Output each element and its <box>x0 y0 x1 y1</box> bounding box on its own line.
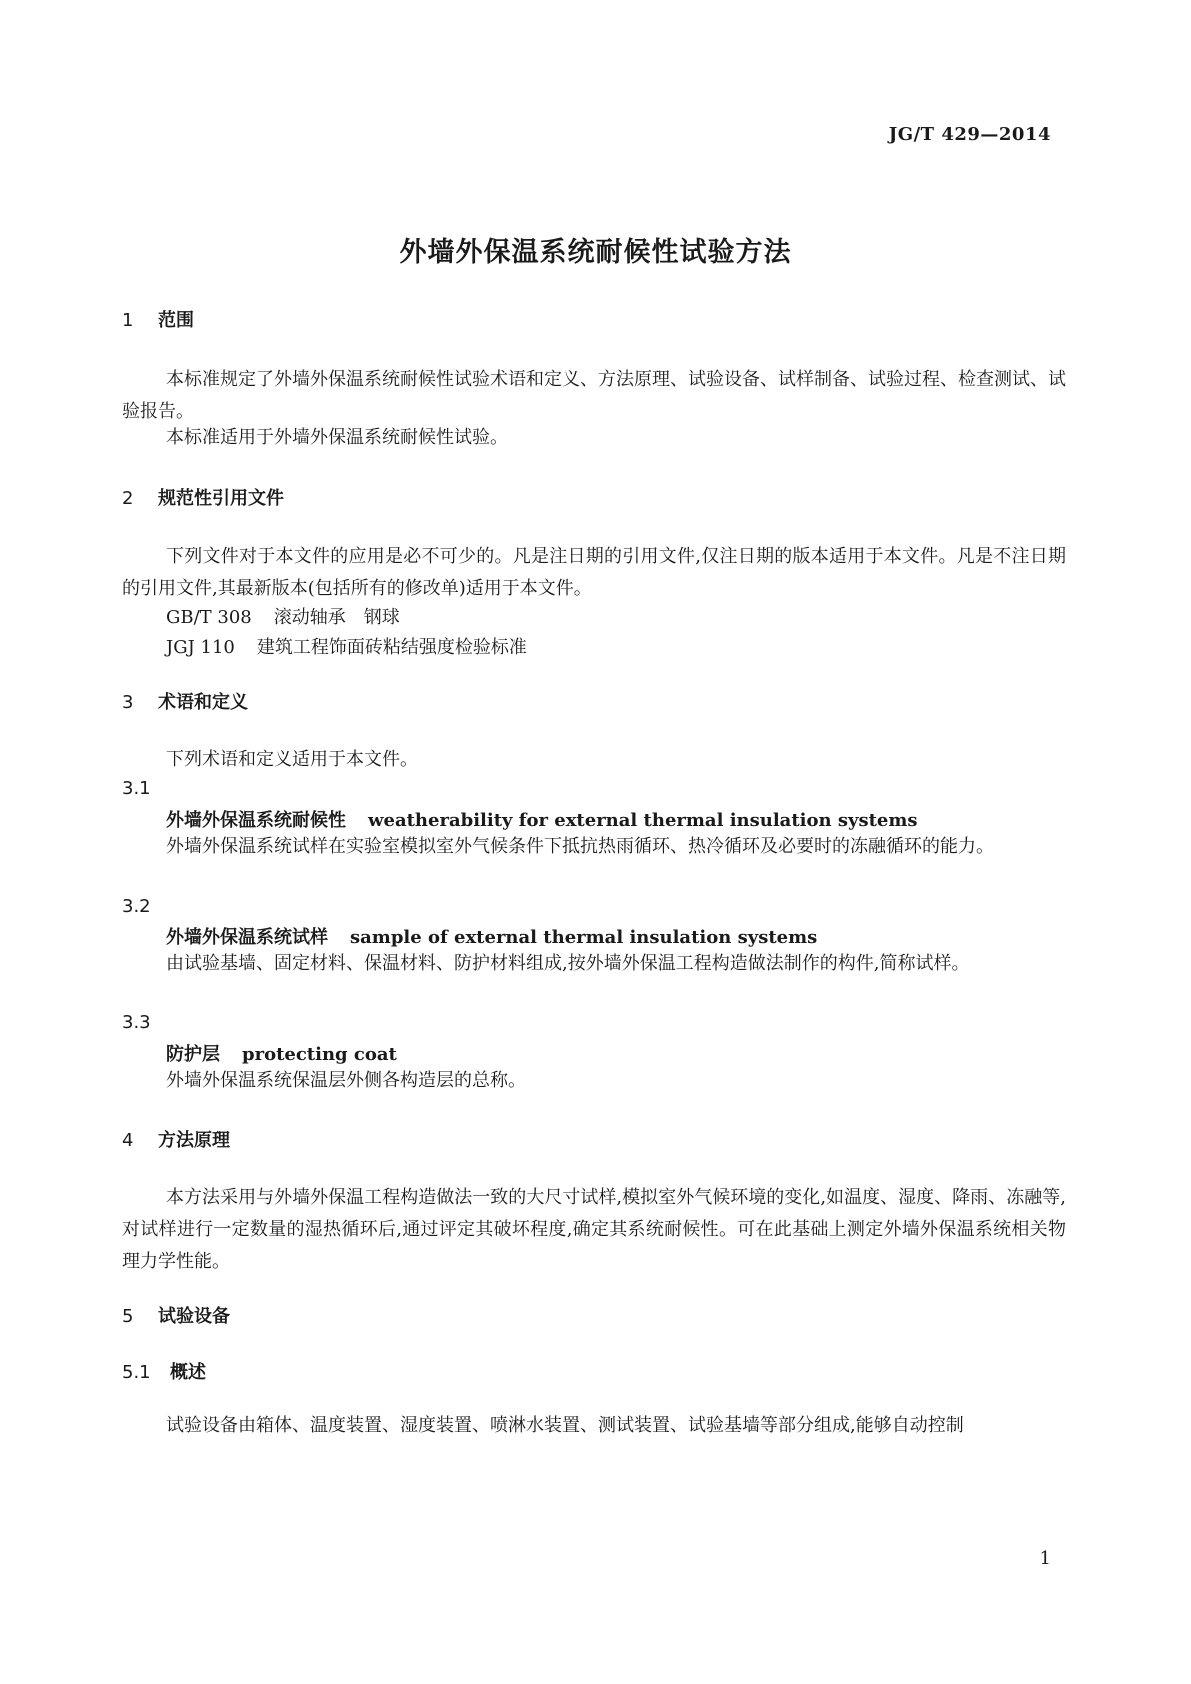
term-definition: 由试验基墙、固定材料、保温材料、防护材料组成,按外墙外保温工程构造做法制作的构件,简称试样。 <box>166 953 970 974</box>
term-en: protecting coat <box>242 1044 397 1065</box>
standard-code: JG/T 429—2014 <box>888 124 1051 145</box>
section-2-paragraph-1: 下列文件对于本文件的应用是必不可少的。凡是注日期的引用文件,仅注日期的版本适用于本文件。凡是不注日期的引用文件,其最新版本(包括所有的修改单)适用于本文件。 <box>122 546 1066 599</box>
section-number: 1 <box>122 310 134 331</box>
reference-title: 建筑工程饰面砖粘结强度检验标准 <box>256 637 527 658</box>
reference-code: JGJ 110 <box>166 637 235 658</box>
section-3-paragraph-1: 下列术语和定义适用于本文件。 <box>166 749 418 770</box>
subsection-5-1-heading <box>122 1358 206 1384</box>
term-number: 3.1 <box>122 778 151 799</box>
section-title: 规范性引用文件 <box>158 488 284 509</box>
section-4-paragraph-1: 本方法采用与外墙外保温工程构造做法一致的大尺寸试样,模拟室外气候环境的变化,如温度、湿度、降雨、冻融等,对试样进行一定数量的湿热循环后,通过评定其破坏程度,确定其系统耐候性。可在此基础上测定外墙外保温系统相关物理力学性能。 <box>122 1187 1066 1272</box>
section-number: 5 <box>122 1306 134 1327</box>
page-number: 1 <box>1039 1548 1051 1569</box>
section-number: 2 <box>122 488 134 509</box>
section-title: 范围 <box>158 310 194 331</box>
subsection-title: 概述 <box>170 1362 206 1383</box>
term-zh: 外墙外保温系统耐候性 <box>166 810 346 831</box>
section-number: 3 <box>122 692 134 713</box>
term-en: sample of external thermal insulation systems <box>350 927 818 948</box>
document-title: 外墙外保温系统耐候性试验方法 <box>399 237 792 268</box>
section-number: 4 <box>122 1130 134 1151</box>
normative-reference <box>166 603 400 629</box>
section-title: 方法原理 <box>158 1130 230 1151</box>
term-definition: 外墙外保温系统保温层外侧各构造层的总称。 <box>166 1070 526 1091</box>
term-entry <box>166 1040 397 1066</box>
section-title: 术语和定义 <box>158 692 248 713</box>
section-1-heading <box>122 306 194 332</box>
term-entry <box>166 923 817 949</box>
term-entry <box>166 806 918 832</box>
normative-reference <box>166 633 527 659</box>
section-2-heading <box>122 484 284 510</box>
subsection-5-1-paragraph-1: 试验设备由箱体、温度装置、湿度装置、喷淋水装置、测试装置、试验基墙等部分组成,能够自动控制 <box>166 1415 964 1436</box>
section-5-heading <box>122 1302 230 1328</box>
section-title: 试验设备 <box>158 1306 230 1327</box>
reference-code: GB/T 308 <box>166 607 252 628</box>
section-1-paragraph-2: 本标准适用于外墙外保温系统耐候性试验。 <box>166 427 508 448</box>
term-en: weatherability for external thermal insulation systems <box>368 810 918 831</box>
section-3-heading <box>122 688 248 714</box>
term-zh: 防护层 <box>166 1044 220 1065</box>
term-definition: 外墙外保温系统试样在实验室模拟室外气候条件下抵抗热雨循环、热冷循环及必要时的冻融循环的能力。 <box>166 836 994 857</box>
section-4-heading <box>122 1126 230 1152</box>
term-number: 3.3 <box>122 1012 151 1033</box>
section-1-paragraph-1: 本标准规定了外墙外保温系统耐候性试验术语和定义、方法原理、试验设备、试样制备、试验过程、检查测试、试验报告。 <box>122 369 1066 422</box>
subsection-number: 5.1 <box>122 1362 151 1383</box>
reference-title: 滚动轴承 钢球 <box>273 607 400 628</box>
term-number: 3.2 <box>122 896 151 917</box>
term-zh: 外墙外保温系统试样 <box>166 927 328 948</box>
